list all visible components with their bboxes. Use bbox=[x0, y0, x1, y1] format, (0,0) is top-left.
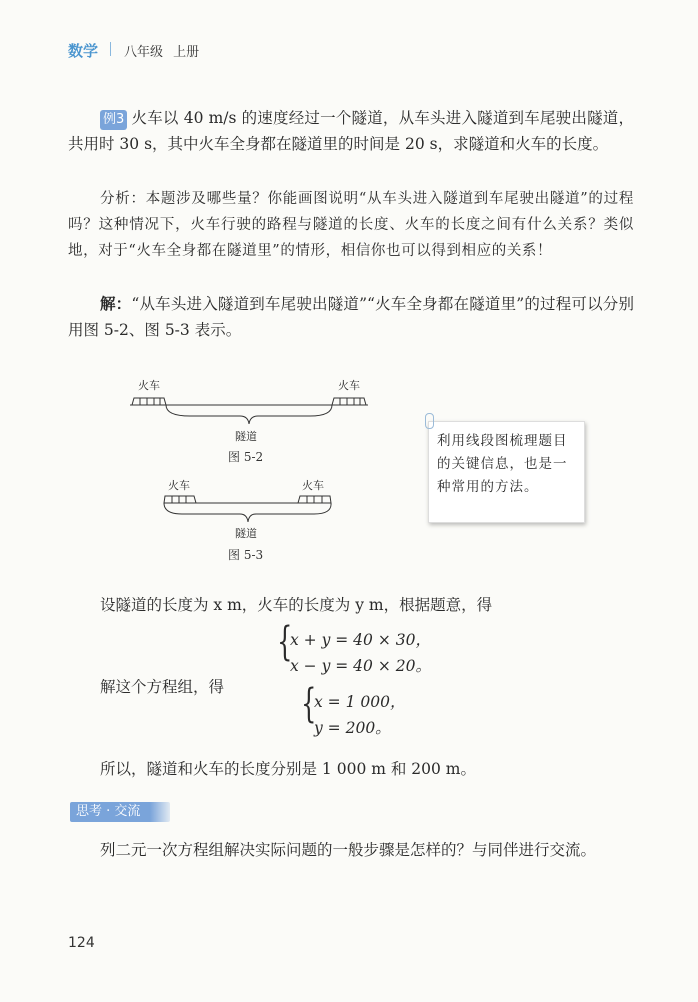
think-discuss-badge: 思考 · 交流 bbox=[70, 802, 170, 822]
header-divider bbox=[110, 42, 111, 56]
analysis-text: 分析：本题涉及哪些量？你能画图说明“从车头进入隧道到车尾驶出隧道”的过程吗？这种情况下，火车行驶的路程与隧道的长度、火车的长度之间有什么关系？类似地，对于“火车全身都在隧道里”的情形，相信你也可以得到相应的关系！ bbox=[68, 191, 634, 259]
train-label-left: 火车 bbox=[138, 379, 160, 392]
think-question: 列二元一次方程组解决实际问题的一般步骤是怎样的？与同伴进行交流。 bbox=[100, 841, 597, 859]
solution-text: “从车头进入隧道到车尾驶出隧道”“火车全身都在隧道里”的过程可以分别用图 5-2、图 5-3 表示。 bbox=[68, 295, 634, 339]
example-text: 火车以 40 m/s 的速度经过一个隧道，从车头进入隧道到车尾驶出隧道，共用时 30 s，其中火车全身都在隧道里的时间是 20 s，求隧道和火车的长度。 bbox=[68, 109, 634, 153]
example-badge: 例3 bbox=[100, 110, 127, 130]
train-left-shape bbox=[164, 496, 196, 503]
figure-caption: 图 5-3 bbox=[228, 548, 264, 562]
equation-2: x − y = 40 × 20。 bbox=[290, 657, 431, 675]
train-label-left: 火车 bbox=[168, 479, 190, 492]
tunnel-brace bbox=[166, 405, 332, 424]
train-right-shape bbox=[332, 398, 366, 405]
brace-icon: { bbox=[277, 619, 293, 665]
figure-5-2 bbox=[130, 372, 370, 472]
page-number: 124 bbox=[68, 935, 95, 951]
solution-paragraph bbox=[68, 291, 634, 343]
conclusion-text: 所以，隧道和火车的长度分别是 1 000 m 和 200 m。 bbox=[100, 760, 476, 778]
train-right-shape bbox=[298, 496, 331, 503]
solve-text: 解这个方程组，得 bbox=[100, 678, 225, 696]
train-label-right: 火车 bbox=[338, 379, 360, 392]
figure-5-3 bbox=[130, 473, 370, 573]
solution-y: y = 200。 bbox=[314, 719, 391, 737]
setup-text: 设隧道的长度为 x m，火车的长度为 y m，根据题意，得 bbox=[100, 596, 493, 614]
example-problem bbox=[68, 105, 634, 157]
tunnel-label: 隧道 bbox=[235, 430, 257, 443]
header-subject: 数学 bbox=[68, 42, 99, 60]
tunnel-label: 隧道 bbox=[235, 527, 257, 540]
equation-1: x + y = 40 × 30， bbox=[290, 631, 431, 649]
tunnel-diagram bbox=[130, 392, 370, 432]
solution-label: 解： bbox=[100, 294, 132, 313]
solution-x: x = 1 000， bbox=[314, 693, 406, 711]
paperclip-icon bbox=[425, 413, 434, 429]
tip-note: 利用线段图梳理题目的关键信息，也是一种常用的方法。 bbox=[428, 421, 585, 523]
tunnel-brace bbox=[164, 503, 331, 522]
train-left-shape bbox=[132, 398, 166, 405]
train-label-right: 火车 bbox=[302, 479, 324, 492]
header-book: 八年级 上册 bbox=[124, 45, 200, 60]
figure-caption: 图 5-2 bbox=[228, 450, 264, 464]
brace-icon: { bbox=[301, 681, 317, 727]
